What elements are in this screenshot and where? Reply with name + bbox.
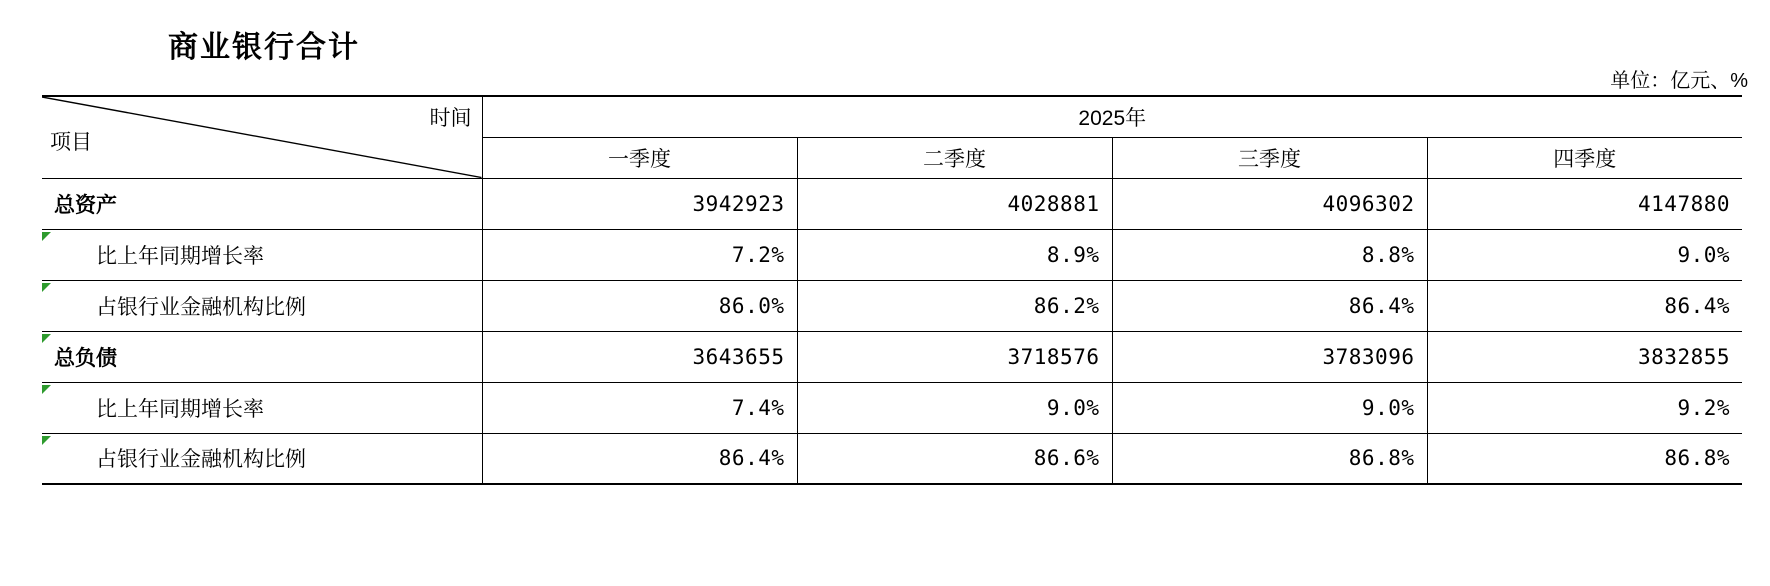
unit-note: 单位：亿元、% xyxy=(1610,70,1748,92)
column-header-q4: 四季度 xyxy=(1427,137,1742,178)
cell-value: 86.4% xyxy=(482,433,797,484)
cell-value: 3643655 xyxy=(482,331,797,382)
row-label: 比上年同期增长率 xyxy=(42,382,482,433)
cell-value: 86.2% xyxy=(797,280,1112,331)
cell-value: 4147880 xyxy=(1427,178,1742,229)
cell-value: 3942923 xyxy=(482,178,797,229)
table-row xyxy=(42,331,1742,382)
table-row xyxy=(42,178,1742,229)
diagonal-divider-icon xyxy=(42,97,482,178)
row-label: 总资产 xyxy=(42,178,482,229)
cell-value: 4096302 xyxy=(1112,178,1427,229)
column-header-q1: 一季度 xyxy=(482,137,797,178)
cell-value: 9.2% xyxy=(1427,382,1742,433)
cell-value: 86.8% xyxy=(1427,433,1742,484)
cell-value: 4028881 xyxy=(797,178,1112,229)
cell-value: 8.8% xyxy=(1112,229,1427,280)
corner-header-cell xyxy=(42,96,482,178)
cell-value: 8.9% xyxy=(797,229,1112,280)
row-label: 比上年同期增长率 xyxy=(42,229,482,280)
row-label: 占银行业金融机构比例 xyxy=(42,433,482,484)
page-title: 商业银行合计 xyxy=(168,31,360,64)
cell-value: 86.8% xyxy=(1112,433,1427,484)
cell-value: 3832855 xyxy=(1427,331,1742,382)
row-label: 总负债 xyxy=(42,331,482,382)
cell-value: 7.4% xyxy=(482,382,797,433)
corner-time-label: 时间 xyxy=(429,107,472,130)
column-header-q3: 三季度 xyxy=(1112,137,1427,178)
table-row xyxy=(42,382,1742,433)
table-row xyxy=(42,229,1742,280)
cell-value: 9.0% xyxy=(1427,229,1742,280)
cell-value: 9.0% xyxy=(1112,382,1427,433)
cell-value: 86.4% xyxy=(1427,280,1742,331)
cell-value: 7.2% xyxy=(482,229,797,280)
cell-value: 86.6% xyxy=(797,433,1112,484)
cell-value: 3783096 xyxy=(1112,331,1427,382)
cell-value: 3718576 xyxy=(797,331,1112,382)
cell-value: 86.0% xyxy=(482,280,797,331)
corner-item-label: 项目 xyxy=(50,130,92,154)
statistics-table xyxy=(42,95,1742,485)
table-row xyxy=(42,433,1742,484)
table-header-row-year xyxy=(42,96,1742,137)
row-label: 占银行业金融机构比例 xyxy=(42,280,482,331)
column-header-q2: 二季度 xyxy=(797,137,1112,178)
year-header: 2025年 xyxy=(482,96,1742,137)
cell-value: 9.0% xyxy=(797,382,1112,433)
cell-value: 86.4% xyxy=(1112,280,1427,331)
table-row xyxy=(42,280,1742,331)
